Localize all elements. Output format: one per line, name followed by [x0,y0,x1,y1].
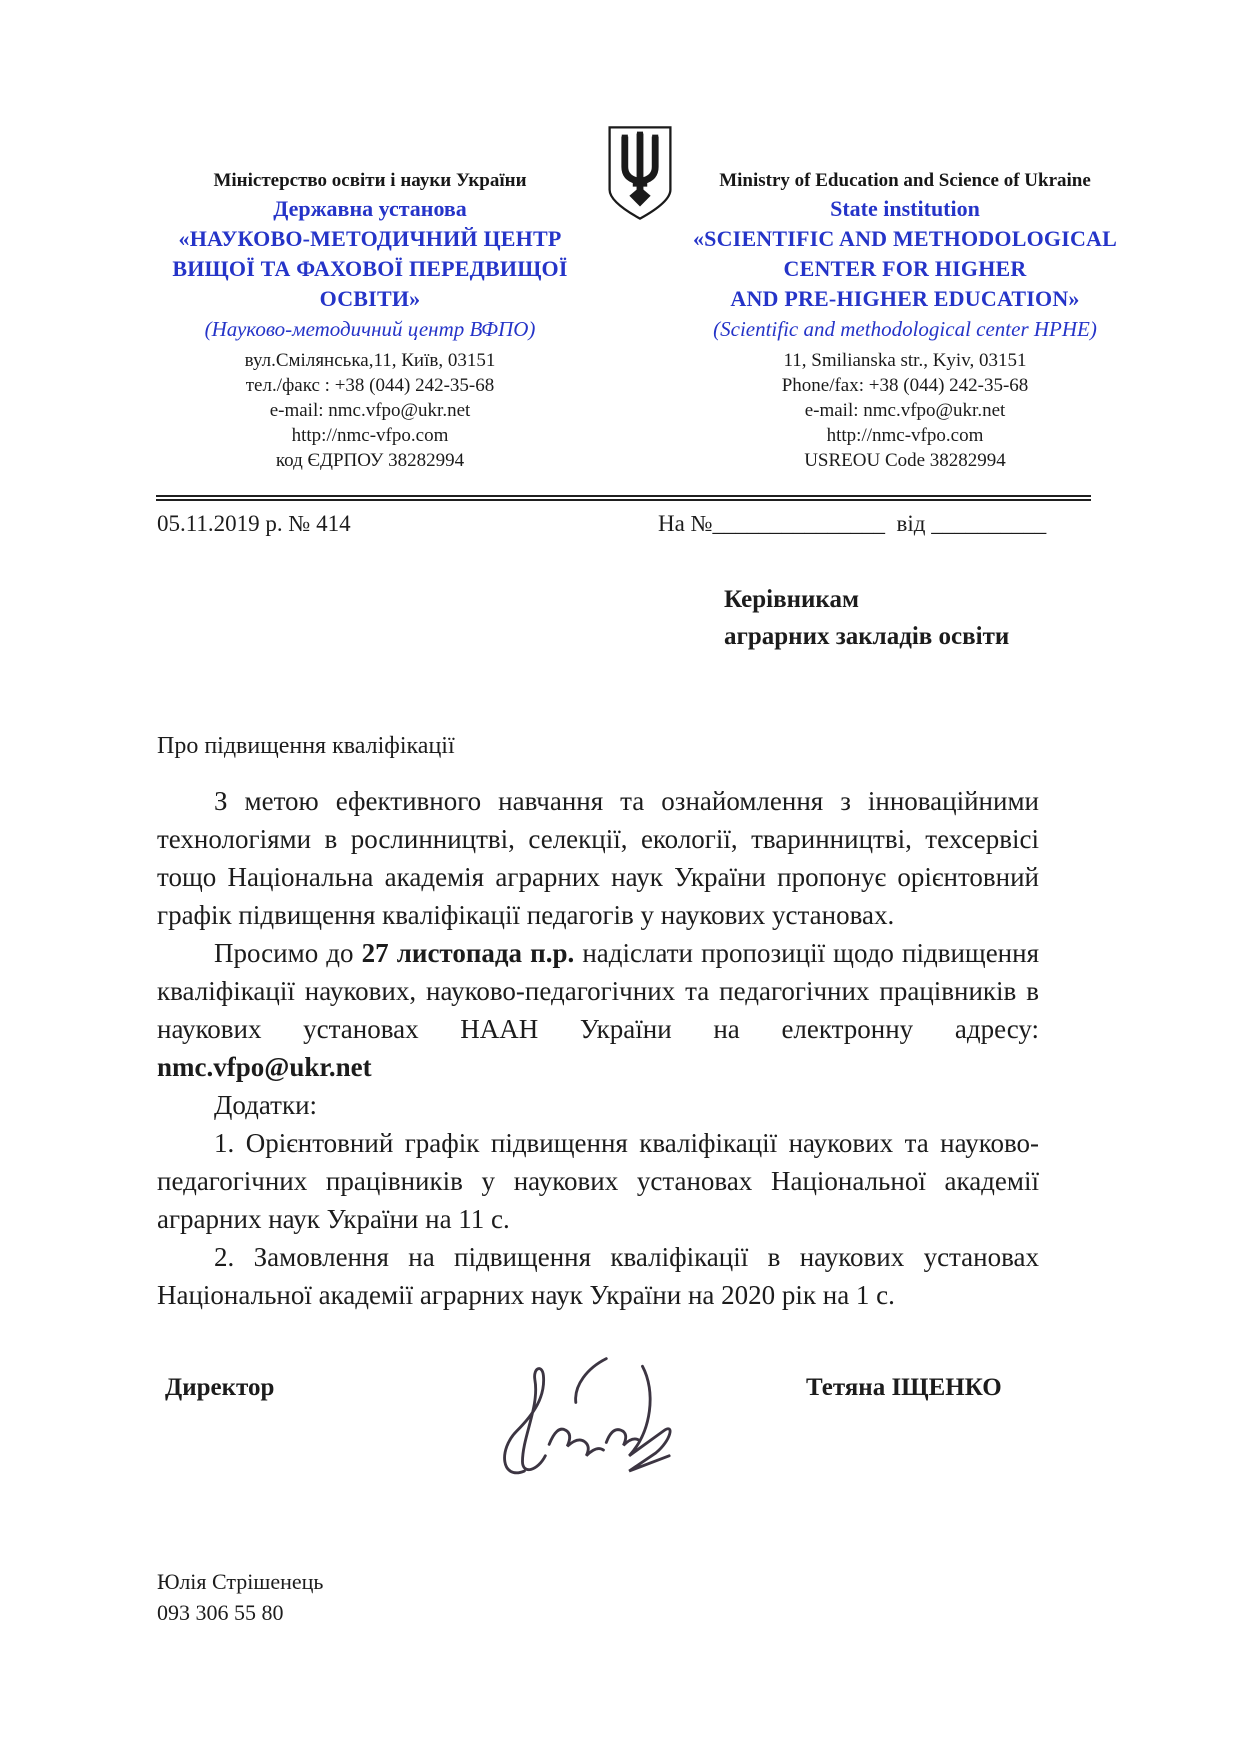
registry-code-en: USREOU Code 38282994 [804,450,1006,471]
paragraph-2-start: Просимо до [214,938,362,968]
letterhead-english [690,122,1120,473]
attachment-2: 2. Замовлення на підвищення кваліфікації в наукових установах Національної академії аграрних наук України на 2020 рік на 1 с. [157,1242,1039,1310]
attachments-label: Додатки: [214,1090,318,1120]
paragraph-1: З метою ефективного навчання та ознайомлення з інноваційними технологіями в рослинництві, селекції, екології, тваринництві, техсервісі тощо Національна академія аграрних наук України пропонує орієнтовний графік підвищення кваліфікації педагогів у наукових установах. [157,786,1039,930]
deadline-emphasis: 27 листопада п.р. [361,938,575,968]
contact-details-uk [150,348,590,473]
registry-code-uk: код ЄДРПОУ 38282994 [275,450,465,471]
reference-row [157,511,1241,543]
incoming-ref-blank: _______________ [712,511,886,536]
ministry-name-en: Ministry of Education and Science of Ukraine [719,170,1091,191]
ministry-name-uk: Міністерство освіти і науки України [213,170,527,191]
institution-type-uk: Державна установа [273,196,467,221]
institution-type-en: State institution [830,196,980,221]
institution-name-uk: «НАУКОВО-МЕТОДИЧНИЙ ЦЕНТР ВИЩОЇ ТА ФАХОВОЇ ПЕРЕДВИЩОЇ ОСВІТИ» [172,226,568,311]
institution-shortname-en: (Scientific and methodological center HPHE) [713,317,1097,341]
attachment-1: 1. Орієнтовний графік підвищення кваліфікації наукових та науково-педагогічних працівників у наукових установах Національної академії аграрних наук України на 11 с. [157,1128,1039,1234]
from-label: від [885,511,932,536]
website-en: http://nmc-vfpo.com [826,425,984,446]
addressee-block [724,581,1241,655]
institution-shortname-uk: (Науково-методичний центр ВФПО) [204,317,536,341]
paragraph-2-rest: надіслати пропозиції щодо підвищення кваліфікації наукових, науково-педагогічних та педагогічних працівників в наукових установах НААН України на електронну адресу: [157,938,1039,1044]
address-en: 11, Smilianska str., Kyiv, 03151 [783,350,1027,371]
executor-name: Юлія Стрішенець [157,1569,324,1594]
paragraph-2 [157,934,1039,1048]
addressee-line-2: аграрних закладів освіти [724,623,1010,650]
phone-en: Phone/fax: +38 (044) 242-35-68 [781,375,1029,396]
email-uk: e-mail: nmc.vfpo@ukr.net [269,400,471,421]
signer-name: Тетяна ІЩЕНКО [806,1374,1002,1401]
email-address: nmc.vfpo@ukr.net [157,1052,372,1082]
email-en: e-mail: nmc.vfpo@ukr.net [804,400,1006,421]
incoming-reference [658,511,1046,537]
incoming-ref-label: На № [658,511,713,536]
website-uk: http://nmc-vfpo.com [291,425,449,446]
executor-contact [157,1566,323,1628]
contact-details-en [690,348,1120,473]
letter-body [157,782,1039,1314]
address-uk: вул.Смілянська,11, Київ, 03151 [244,350,496,371]
signature-block [0,1352,1241,1527]
email-line [157,1048,1039,1086]
ukraine-trident-emblem [590,122,690,473]
institution-name-en: «SCIENTIFIC AND METHODOLOGICAL CENTER FOR HIGHER AND PRE-HIGHER EDUCATION» [692,226,1118,311]
phone-uk: тел./факс : +38 (044) 242-35-68 [245,375,495,396]
outgoing-reference: 05.11.2019 р. № 414 [157,511,351,536]
letterhead-ukrainian [150,122,590,473]
letterhead [150,122,1241,473]
executor-phone: 093 306 55 80 [157,1600,284,1625]
handwritten-signature [492,1344,692,1504]
header-divider [156,495,1091,501]
signer-title: Директор [165,1374,275,1401]
from-blank: __________ [931,511,1047,536]
subject-line: Про підвищення кваліфікації [157,733,455,759]
addressee-line-1: Керівникам [724,586,859,613]
